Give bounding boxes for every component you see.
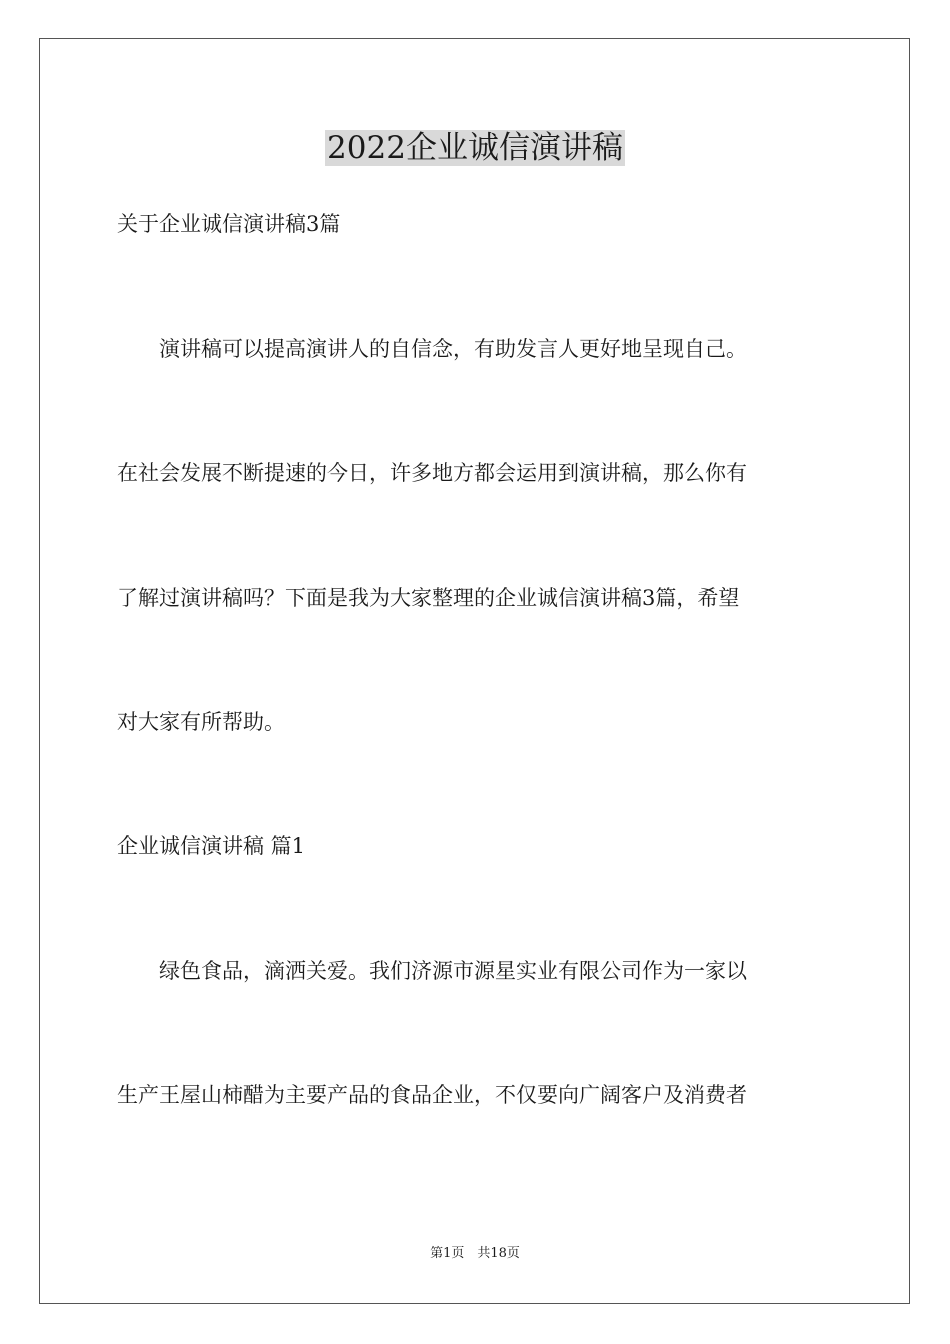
- document-title: [0, 126, 950, 170]
- intro-line-2: 在社会发展不断提速的今日，许多地方都会运用到演讲稿，那么你有: [117, 461, 747, 485]
- intro-line-1: 演讲稿可以提高演讲人的自信念，有助发言人更好地呈现自己。: [117, 337, 747, 361]
- page-number-footer: 第1页 共18页: [430, 1246, 520, 1261]
- intro-line-4: 对大家有所帮助。: [117, 710, 285, 734]
- section-line-1: 绿色食品，滴洒关爱。我们济源市源星实业有限公司作为一家以: [117, 959, 747, 983]
- section-heading: 企业诚信演讲稿 篇1: [117, 834, 306, 858]
- section-line-2: 生产王屋山柿醋为主要产品的食品企业，不仅要向广阔客户及消费者: [117, 1083, 747, 1107]
- document-title-text: 2022企业诚信演讲稿: [327, 130, 623, 166]
- document-subtitle: 关于企业诚信演讲稿3篇: [117, 212, 341, 236]
- intro-line-3: 了解过演讲稿吗？下面是我为大家整理的企业诚信演讲稿3篇，希望: [117, 586, 740, 610]
